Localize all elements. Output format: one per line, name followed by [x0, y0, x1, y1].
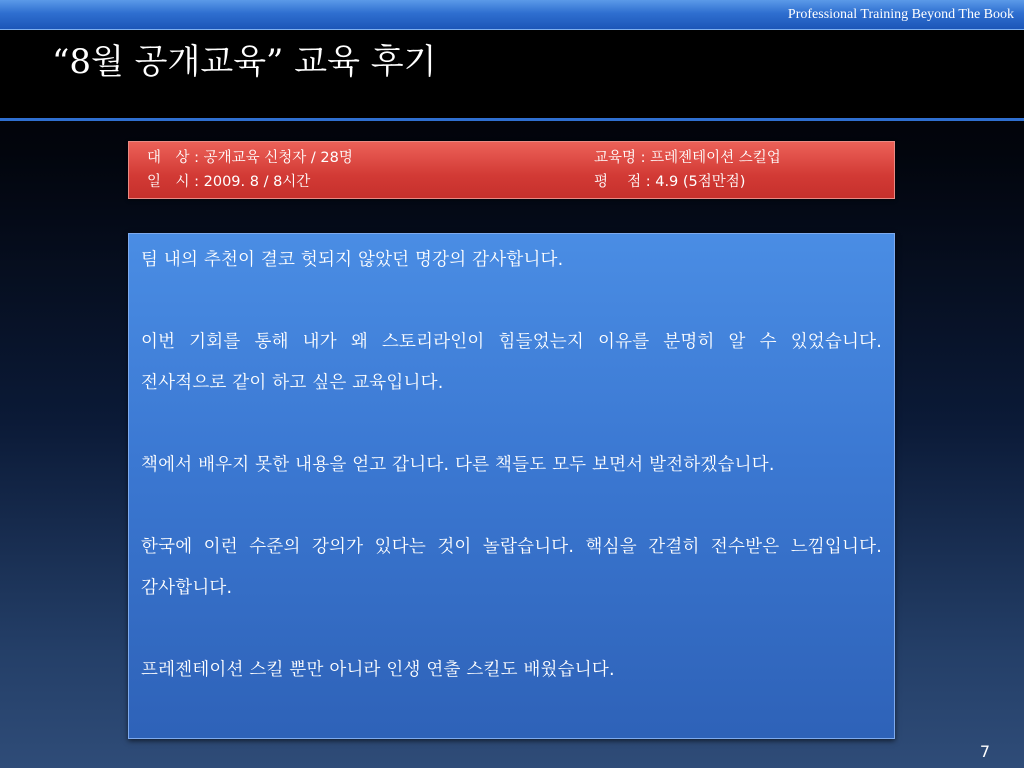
comment-item: 한국에 이런 수준의 강의가 있다는 것이 놀랍습니다. 핵심을 간결히 전수받은 느낌입니다. 감사합니다.: [141, 537, 882, 598]
comment-item: 책에서 배우지 못한 내용을 얻고 갑니다. 다른 책들도 모두 보면서 발전하겠습니다.: [141, 455, 775, 475]
comment-item: 프레젠테이션 스킬 뿐만 아니라 인생 연출 스킬도 배웠습니다.: [141, 660, 615, 680]
title-divider: [0, 118, 1024, 121]
page-number: 7: [979, 742, 990, 761]
info-date: 일 시 : 2009. 8 / 8시간: [147, 174, 311, 190]
comments-box: [128, 233, 895, 739]
slide-title: “8월 공개교육” 교육 후기: [52, 42, 437, 82]
header-bar: [0, 0, 1024, 30]
course-info-box: [128, 141, 895, 199]
comment-item: 이번 기회를 통해 내가 왜 스토리라인이 힘들었는지 이유를 분명히 알 수 있었습니다. 전사적으로 같이 하고 싶은 교육입니다.: [141, 332, 882, 393]
info-target: 대 상 : 공개교육 신청자 / 28명: [147, 150, 353, 166]
info-rating: 평 점 : 4.9 (5점만점): [594, 174, 746, 190]
info-course-name: 교육명 : 프레젠테이션 스킬업: [594, 150, 781, 166]
comment-item: 팀 내의 추천이 결코 헛되지 않았던 명강의 감사합니다.: [141, 250, 564, 270]
tagline: Professional Training Beyond The Book: [787, 7, 1014, 22]
